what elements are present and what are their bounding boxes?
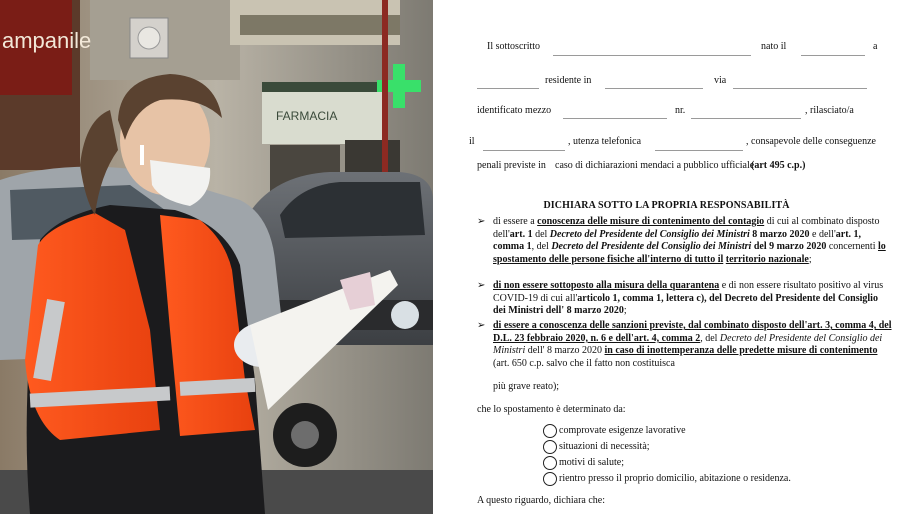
radio-circle-icon[interactable] xyxy=(543,424,557,438)
b1-text-4: art. 1 xyxy=(509,228,533,240)
option-label: rientro presso il proprio domicilio, abitazione o residenza. xyxy=(559,472,791,484)
photo-illustration xyxy=(0,0,433,514)
field-name[interactable] xyxy=(553,55,751,56)
label-caso: caso di dichiarazioni mendaci a pubblico ufficiale xyxy=(555,160,755,171)
field-id-document[interactable] xyxy=(563,118,667,119)
field-residence[interactable] xyxy=(605,88,703,89)
b1-text-9: art. 1, comma 1 xyxy=(493,228,862,253)
label-nato-il: nato il xyxy=(761,41,787,52)
b1-text-6: Decreto del Presidente del Consiglio dei Ministri xyxy=(549,228,750,240)
declaration-title: DICHIARA SOTTO LA PROPRIA RESPONSABILITÀ xyxy=(543,200,790,211)
b1-text-1: di essere a xyxy=(493,216,538,227)
label-nr: nr. xyxy=(675,105,686,116)
pharmacy-sign-text: FARMACIA xyxy=(276,109,338,123)
radio-circle-icon[interactable] xyxy=(543,472,557,486)
option-label: comprovate esigenze lavorative xyxy=(559,424,686,436)
field-street[interactable] xyxy=(733,88,867,89)
b1-text-3: di cui al combinato disposto dell' xyxy=(493,216,880,240)
label-penali: penali previste in xyxy=(477,160,546,171)
bullet-arrow-icon: ➢ xyxy=(477,280,486,291)
shop-sign-text: ampanile xyxy=(2,28,92,53)
label-utenza: , utenza telefonica xyxy=(568,136,642,147)
declaration-bullet-1 xyxy=(493,216,893,267)
b3-text-6: (art. 650 c.p. salvo che il fatto non costituisca xyxy=(493,358,675,370)
b1-text-12: del 9 marzo 2020 xyxy=(751,241,827,253)
option-work[interactable] xyxy=(543,423,686,439)
b3-text-4: dell' 8 marzo 2020 xyxy=(525,345,605,357)
declaration-bullet-2 xyxy=(493,280,893,318)
option-return-home[interactable] xyxy=(543,471,791,487)
b1-text-10: , del xyxy=(531,241,552,253)
label-rilasciato: , rilasciato/a xyxy=(805,105,854,116)
option-necessity[interactable] xyxy=(543,439,650,455)
field-id-number[interactable] xyxy=(691,118,801,119)
b1-text-13: concernenti xyxy=(826,241,878,253)
closing-text: A questo riguardo, dichiara che: xyxy=(477,495,606,506)
label-identificato: identificato mezzo xyxy=(477,105,552,116)
option-health[interactable] xyxy=(543,455,624,471)
field-birth-place[interactable] xyxy=(477,88,539,89)
b1-text-8: e dell' xyxy=(809,228,836,240)
b1-text-5: del xyxy=(532,228,550,240)
b1-text-11: Decreto del Presidente del Consiglio dei Ministri xyxy=(551,241,752,253)
b1-text-2: conoscenza delle misure di contenimento del contagio xyxy=(537,216,765,227)
radio-circle-icon[interactable] xyxy=(543,440,557,454)
option-label: situazioni di necessità; xyxy=(559,440,650,452)
b2-text-4: ; xyxy=(623,305,627,317)
field-phone[interactable] xyxy=(655,150,743,151)
declaration-bullet-3 xyxy=(493,320,893,371)
b3-text-7: più grave reato); xyxy=(493,381,560,392)
news-photo xyxy=(0,0,433,514)
self-declaration-form xyxy=(433,0,900,514)
field-birth-date[interactable] xyxy=(801,55,865,56)
b1-text-14: lo spostamento delle persone fisiche all'interno di tutto il xyxy=(493,241,886,266)
bullet-arrow-icon: ➢ xyxy=(477,216,486,227)
b3-text-2: , del xyxy=(700,332,720,344)
label-sottoscritto: Il sottoscritto xyxy=(487,41,541,52)
b3-text-1: di essere a conoscenza delle sanzioni previste, dal combinato disposto dell'art. 3, comma 4, del D.L. 23 febbraio 2020, n. 6 e dell'art. 4, comma 2 xyxy=(493,320,892,344)
label-consapevole: , consapevole delle conseguenze xyxy=(746,136,876,147)
bullet-arrow-icon: ➢ xyxy=(477,320,486,331)
radio-circle-icon[interactable] xyxy=(543,456,557,470)
b3-text-3: Decreto del Presidente del Consiglio dei Ministri xyxy=(493,332,883,357)
label-residente: residente in xyxy=(545,75,592,86)
b2-text-1: di non essere sottoposto alla misura della quarantena xyxy=(493,280,720,291)
reasons-intro: che lo spostamento è determinato da: xyxy=(477,404,626,415)
label-il: il xyxy=(469,136,475,147)
b2-text-3: articolo 1, comma 1, lettera c), del Decreto del Presidente del Consiglio dei Ministri dell' 8 marzo 2020 xyxy=(493,292,878,317)
b1-text-16: territorio nazionale xyxy=(725,254,809,266)
b1-text-7: 8 marzo 2020 xyxy=(749,228,810,240)
option-label: motivi di salute; xyxy=(559,456,624,468)
label-art-495: (art 495 c.p.) xyxy=(751,160,806,171)
label-a: a xyxy=(873,41,878,52)
b2-text-2: e di non essere risultato positivo al virus COVID-19 di cui all' xyxy=(493,280,884,304)
b3-text-5: in caso di inottemperanza delle predette misure di contenimento xyxy=(604,345,878,357)
field-issue-date[interactable] xyxy=(483,150,565,151)
b1-text-17: ; xyxy=(808,254,812,266)
label-via: via xyxy=(714,75,727,86)
